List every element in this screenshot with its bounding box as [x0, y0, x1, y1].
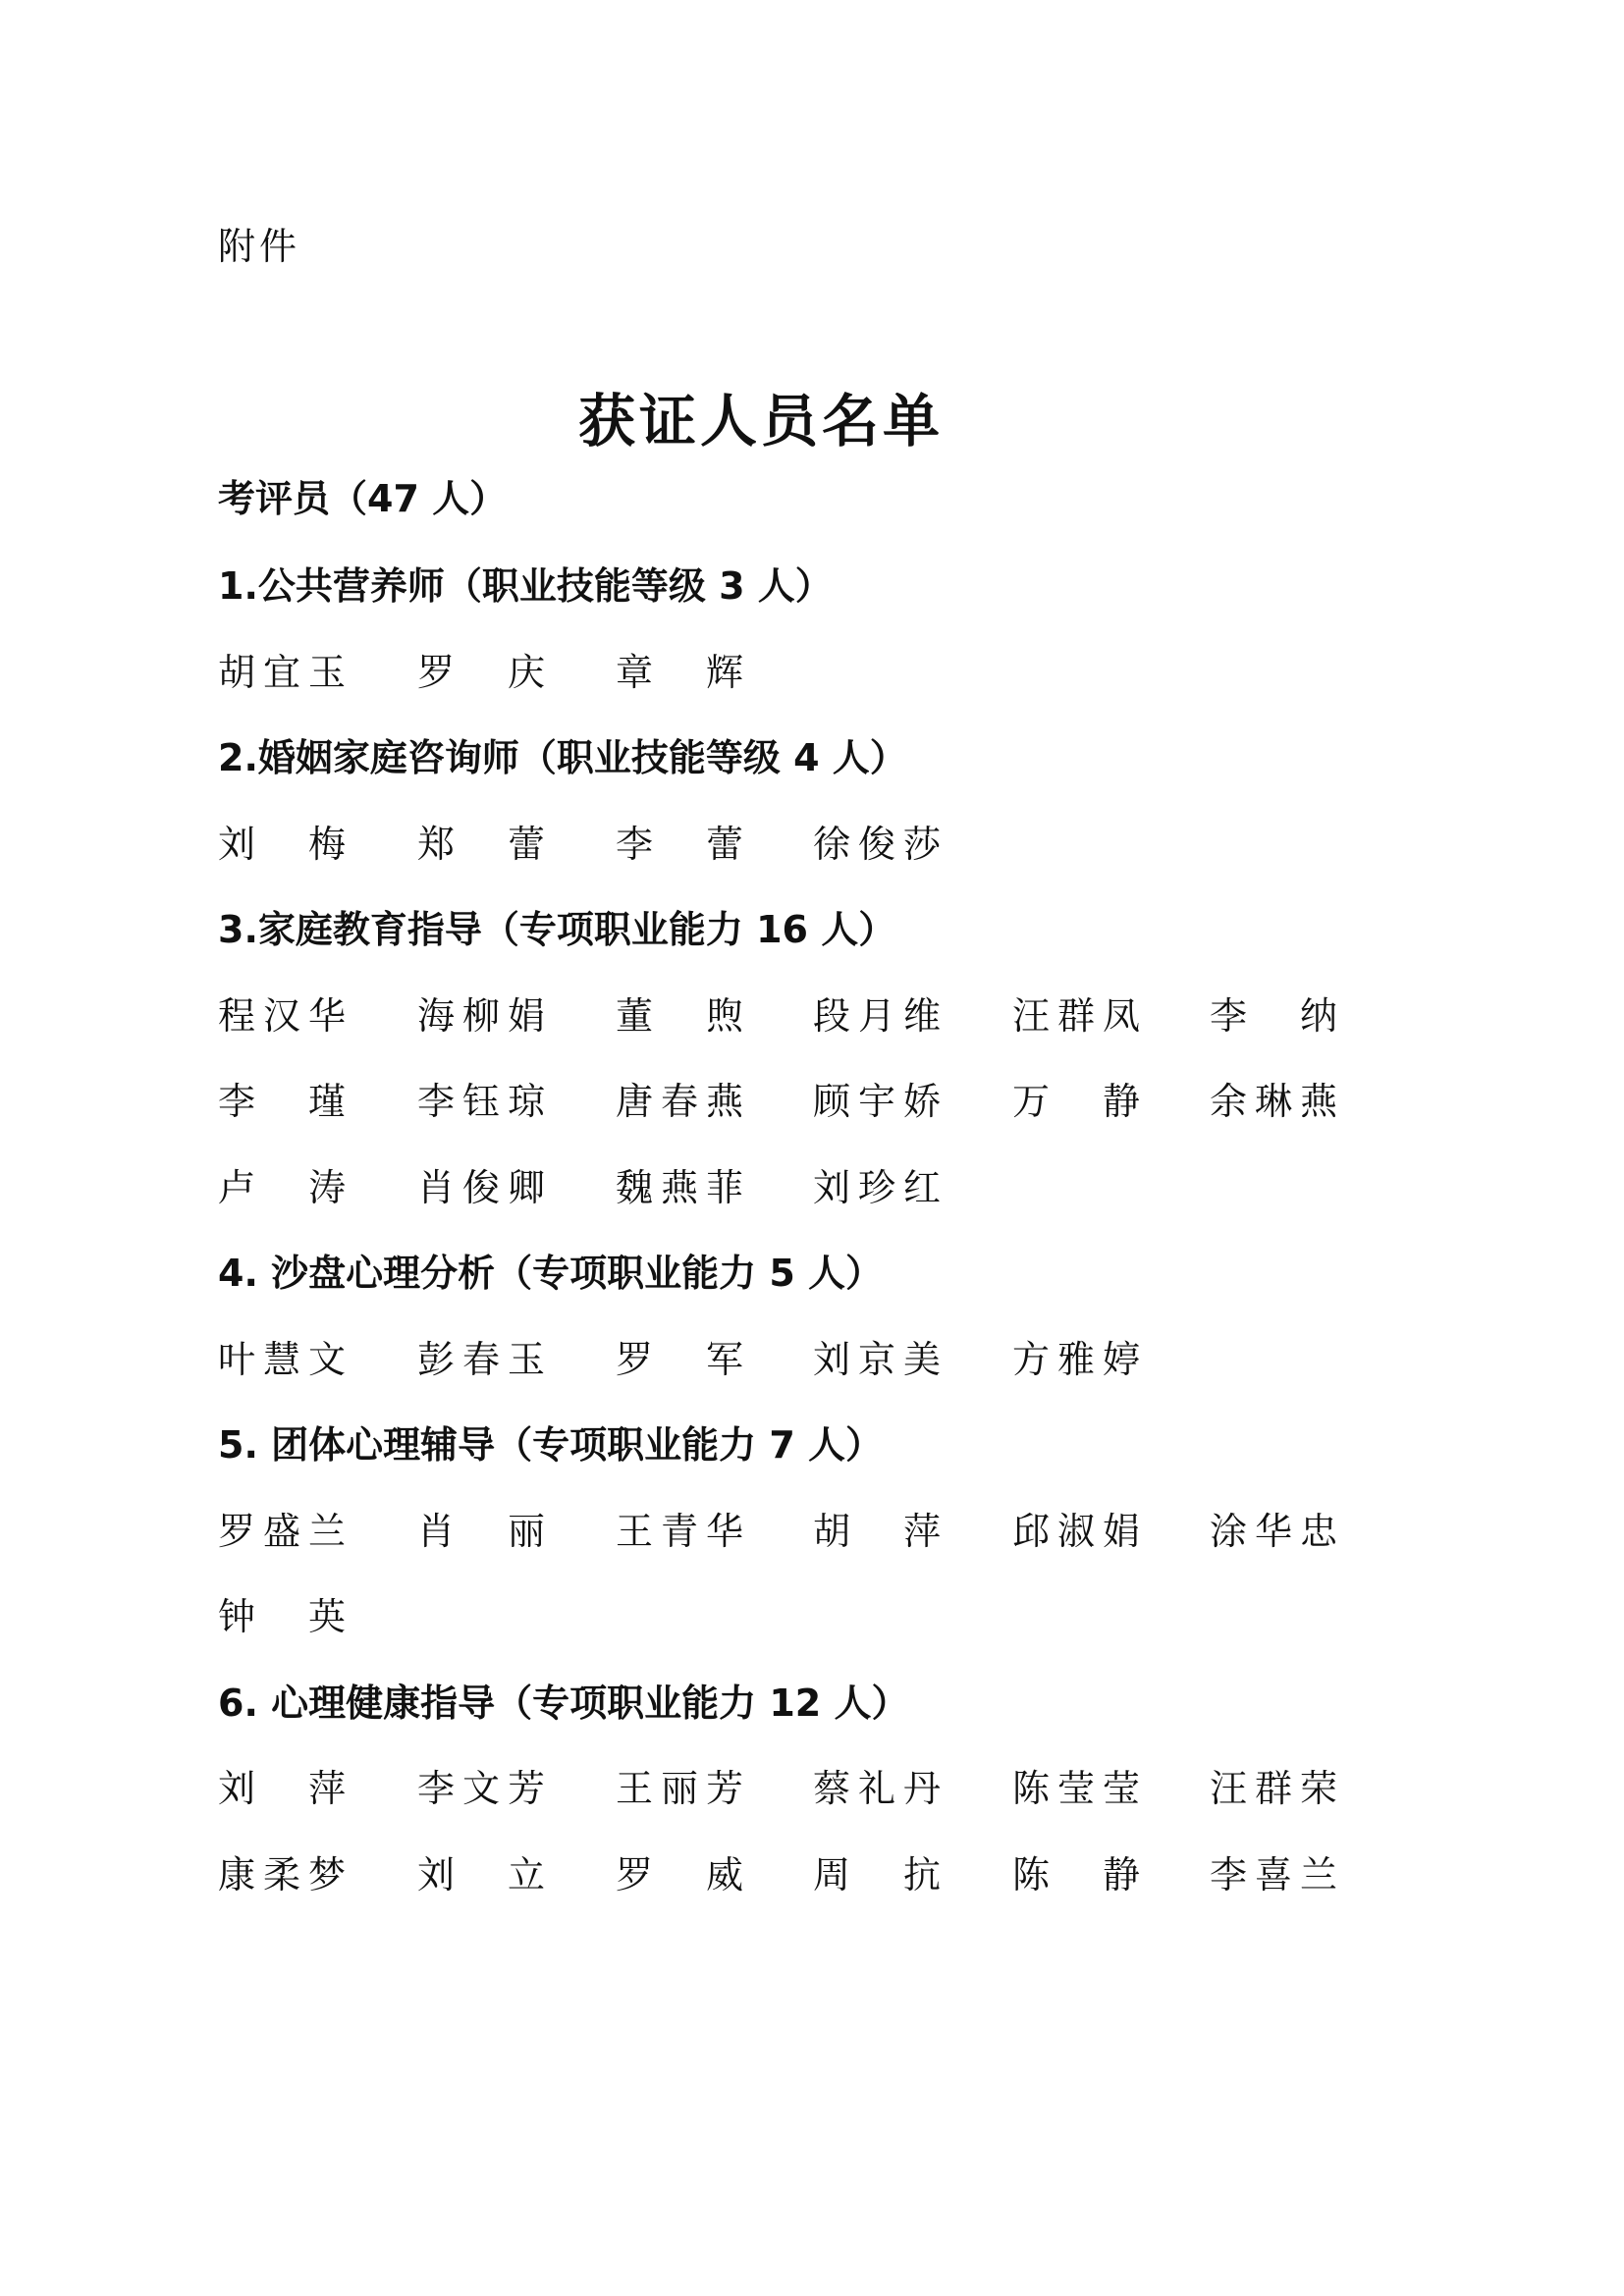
- person-name: 李喜兰: [1210, 1852, 1337, 1896]
- person-name: 魏燕菲: [616, 1165, 743, 1209]
- names-row: [218, 643, 1445, 702]
- names-row: [218, 1587, 1445, 1646]
- person-name: 胡宜玉: [218, 650, 346, 694]
- names-row: [218, 1072, 1445, 1131]
- person-name: 钟 英: [218, 1595, 346, 1638]
- person-name: 唐春燕: [616, 1080, 743, 1123]
- person-name: 罗 威: [616, 1852, 743, 1896]
- person-name: 涂华忠: [1210, 1509, 1337, 1553]
- person-name: 罗盛兰: [218, 1509, 346, 1553]
- person-name: 邱淑娟: [1012, 1509, 1140, 1553]
- attachment-label: 附件: [218, 225, 301, 268]
- person-name: 卢 涛: [218, 1165, 346, 1209]
- names-row: [218, 1759, 1445, 1818]
- section-heading: 3.家庭教育指导（专项职业能力 16 人）: [218, 908, 896, 951]
- names-row: [218, 1502, 1445, 1561]
- person-name: 刘京美: [813, 1337, 941, 1381]
- person-name: 董 煦: [616, 993, 743, 1038]
- section-heading: 6. 心理健康指导（专项职业能力 12 人）: [218, 1681, 909, 1725]
- person-name: 李 蕾: [616, 822, 743, 866]
- person-name: 叶慧文: [218, 1337, 346, 1381]
- person-name: 蔡礼丹: [813, 1767, 941, 1810]
- names-row: [218, 1330, 1445, 1389]
- section-heading: 5. 团体心理辅导（专项职业能力 7 人）: [218, 1423, 884, 1467]
- names-row: [218, 1845, 1445, 1904]
- person-name: 陈 静: [1012, 1852, 1140, 1896]
- person-name: 李文芳: [417, 1767, 545, 1810]
- person-name: 海柳娟: [417, 993, 545, 1038]
- section-heading: 1.公共营养师（职业技能等级 3 人）: [218, 564, 833, 608]
- person-name: 刘 立: [417, 1852, 545, 1896]
- person-name: 方雅婷: [1012, 1337, 1140, 1381]
- person-name: 李 纳: [1210, 993, 1337, 1038]
- person-name: 肖俊卿: [417, 1165, 545, 1209]
- person-name: 陈莹莹: [1012, 1767, 1140, 1810]
- names-row: [218, 987, 1445, 1045]
- person-name: 汪群凤: [1012, 993, 1140, 1038]
- category-heading: 考评员（47 人）: [218, 477, 508, 520]
- person-name: 彭春玉: [417, 1337, 545, 1381]
- names-row: [218, 815, 1445, 874]
- person-name: 刘 萍: [218, 1767, 346, 1810]
- person-name: 胡 萍: [813, 1509, 941, 1553]
- person-name: 程汉华: [218, 993, 346, 1038]
- person-name: 肖 丽: [417, 1509, 545, 1553]
- person-name: 刘 梅: [218, 822, 346, 866]
- person-name: 顾宇娇: [813, 1080, 941, 1123]
- person-name: 李钰琼: [417, 1080, 545, 1123]
- person-name: 康柔梦: [218, 1852, 346, 1896]
- person-name: 段月维: [813, 993, 941, 1038]
- person-name: 徐俊莎: [813, 822, 941, 866]
- person-name: 章 辉: [616, 650, 743, 694]
- section-heading: 2.婚姻家庭咨询师（职业技能等级 4 人）: [218, 736, 907, 779]
- person-name: 周 抗: [813, 1852, 941, 1896]
- person-name: 罗 军: [616, 1337, 743, 1381]
- names-row: [218, 1158, 1445, 1217]
- person-name: 汪群荣: [1210, 1767, 1337, 1810]
- section-heading: 4. 沙盘心理分析（专项职业能力 5 人）: [218, 1252, 884, 1295]
- person-name: 郑 蕾: [417, 822, 545, 866]
- person-name: 罗 庆: [417, 650, 545, 694]
- person-name: 王青华: [616, 1509, 743, 1553]
- person-name: 余琳燕: [1210, 1080, 1337, 1123]
- person-name: 李 瑾: [218, 1080, 346, 1123]
- page-title: 获证人员名单: [577, 388, 944, 454]
- person-name: 刘珍红: [813, 1165, 941, 1209]
- person-name: 王丽芳: [616, 1767, 743, 1810]
- person-name: 万 静: [1012, 1080, 1140, 1123]
